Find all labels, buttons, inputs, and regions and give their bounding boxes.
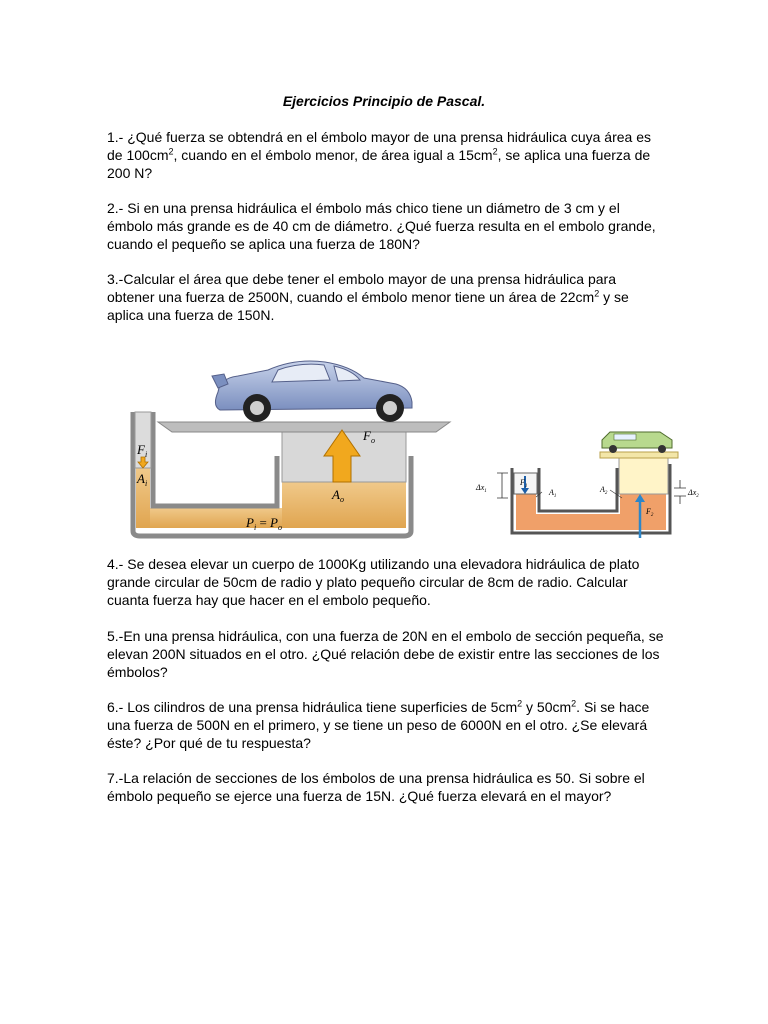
exercise-1: 1.- ¿Qué fuerza se obtendrá en el émbolo mayor de una prensa hidráulica cuya área es de $100cm^2$, cuando en el émbolo menor, de área igual a $15cm^2$, se aplica una fuerza de 200 N?: [107, 129, 651, 181]
label-dx1: $\Delta x_1$: [476, 483, 487, 494]
exercise-4: 4.- Se desea elevar un cuerpo de 1000Kg utilizando una elevadora hidráulica de plato grande circular de 50cm de radio y plato pequeño circular de 8cm de radio. Calcular cuanta fuerza hay que hacer en el embolo pequeño.: [107, 556, 640, 608]
label-dx2: $\Delta x_2$: [688, 488, 699, 499]
schematic-car-icon: [602, 432, 672, 453]
page-title: Ejercicios Principio de Pascal.: [282, 93, 486, 109]
car-illustration: [212, 361, 412, 422]
lift-platform: [158, 422, 450, 432]
label-a2: $A_2$: [600, 485, 608, 496]
label-pressure-equation: $P_i = P_o$: [246, 515, 282, 532]
exercise-7: 7.-La relación de secciones de los émbolos de una prensa hidráulica es 50. Si sobre el émbolo pequeño se ejerce una fuerza de 15N. ¿Qué fuerza elevará en el mayor?: [107, 770, 645, 804]
label-ai: $A_i$: [137, 471, 148, 488]
exercise-3: 3.-Calcular el área que debe tener el embolo mayor de una prensa hidráulica para obtener una fuerza de 2500N, cuando el émbolo menor tiene un área de $22cm^2$ y se aplica una fuerza de 150N.: [107, 271, 629, 323]
schematic-platform: [600, 452, 678, 458]
label-fo: $F_o$: [363, 428, 375, 445]
hydraulic-lift-figure: [120, 348, 460, 540]
label-a1: $A_1$: [549, 488, 557, 499]
exercise-2: 2.- Si en una prensa hidráulica el émbolo más chico tiene un diámetro de 3 cm y el émbolo más grande es de 40 cm de diámetro. ¿Qué fuerza resulta en el embolo grande, cuando el pequeño se aplica una fuerza de 180N?: [107, 200, 656, 252]
label-fi: $F_i$: [137, 442, 148, 459]
hydraulic-press-schematic: [472, 428, 708, 540]
label-f2: $F_2$: [646, 507, 654, 518]
label-ao: $A_o$: [332, 487, 344, 504]
exercise-5: 5.-En una prensa hidráulica, con una fuerza de 20N en el embolo de sección pequeña, se elevan 200N situados en el otro. ¿Qué relación debe de existir entre las secciones de los émbolos?: [107, 628, 664, 680]
schematic-large-piston: [619, 458, 668, 494]
exercise-6: 6.- Los cilindros de una prensa hidráulica tiene superficies de $5cm^2$ y $50cm^2$. Si se hace una fuerza de 500N en el primero, y se tiene un peso de 6000N en el otro. ¿Se elevará éste? ¿Por qué de tu respuesta?: [107, 698, 650, 751]
label-f1: $F_1$: [520, 478, 528, 489]
